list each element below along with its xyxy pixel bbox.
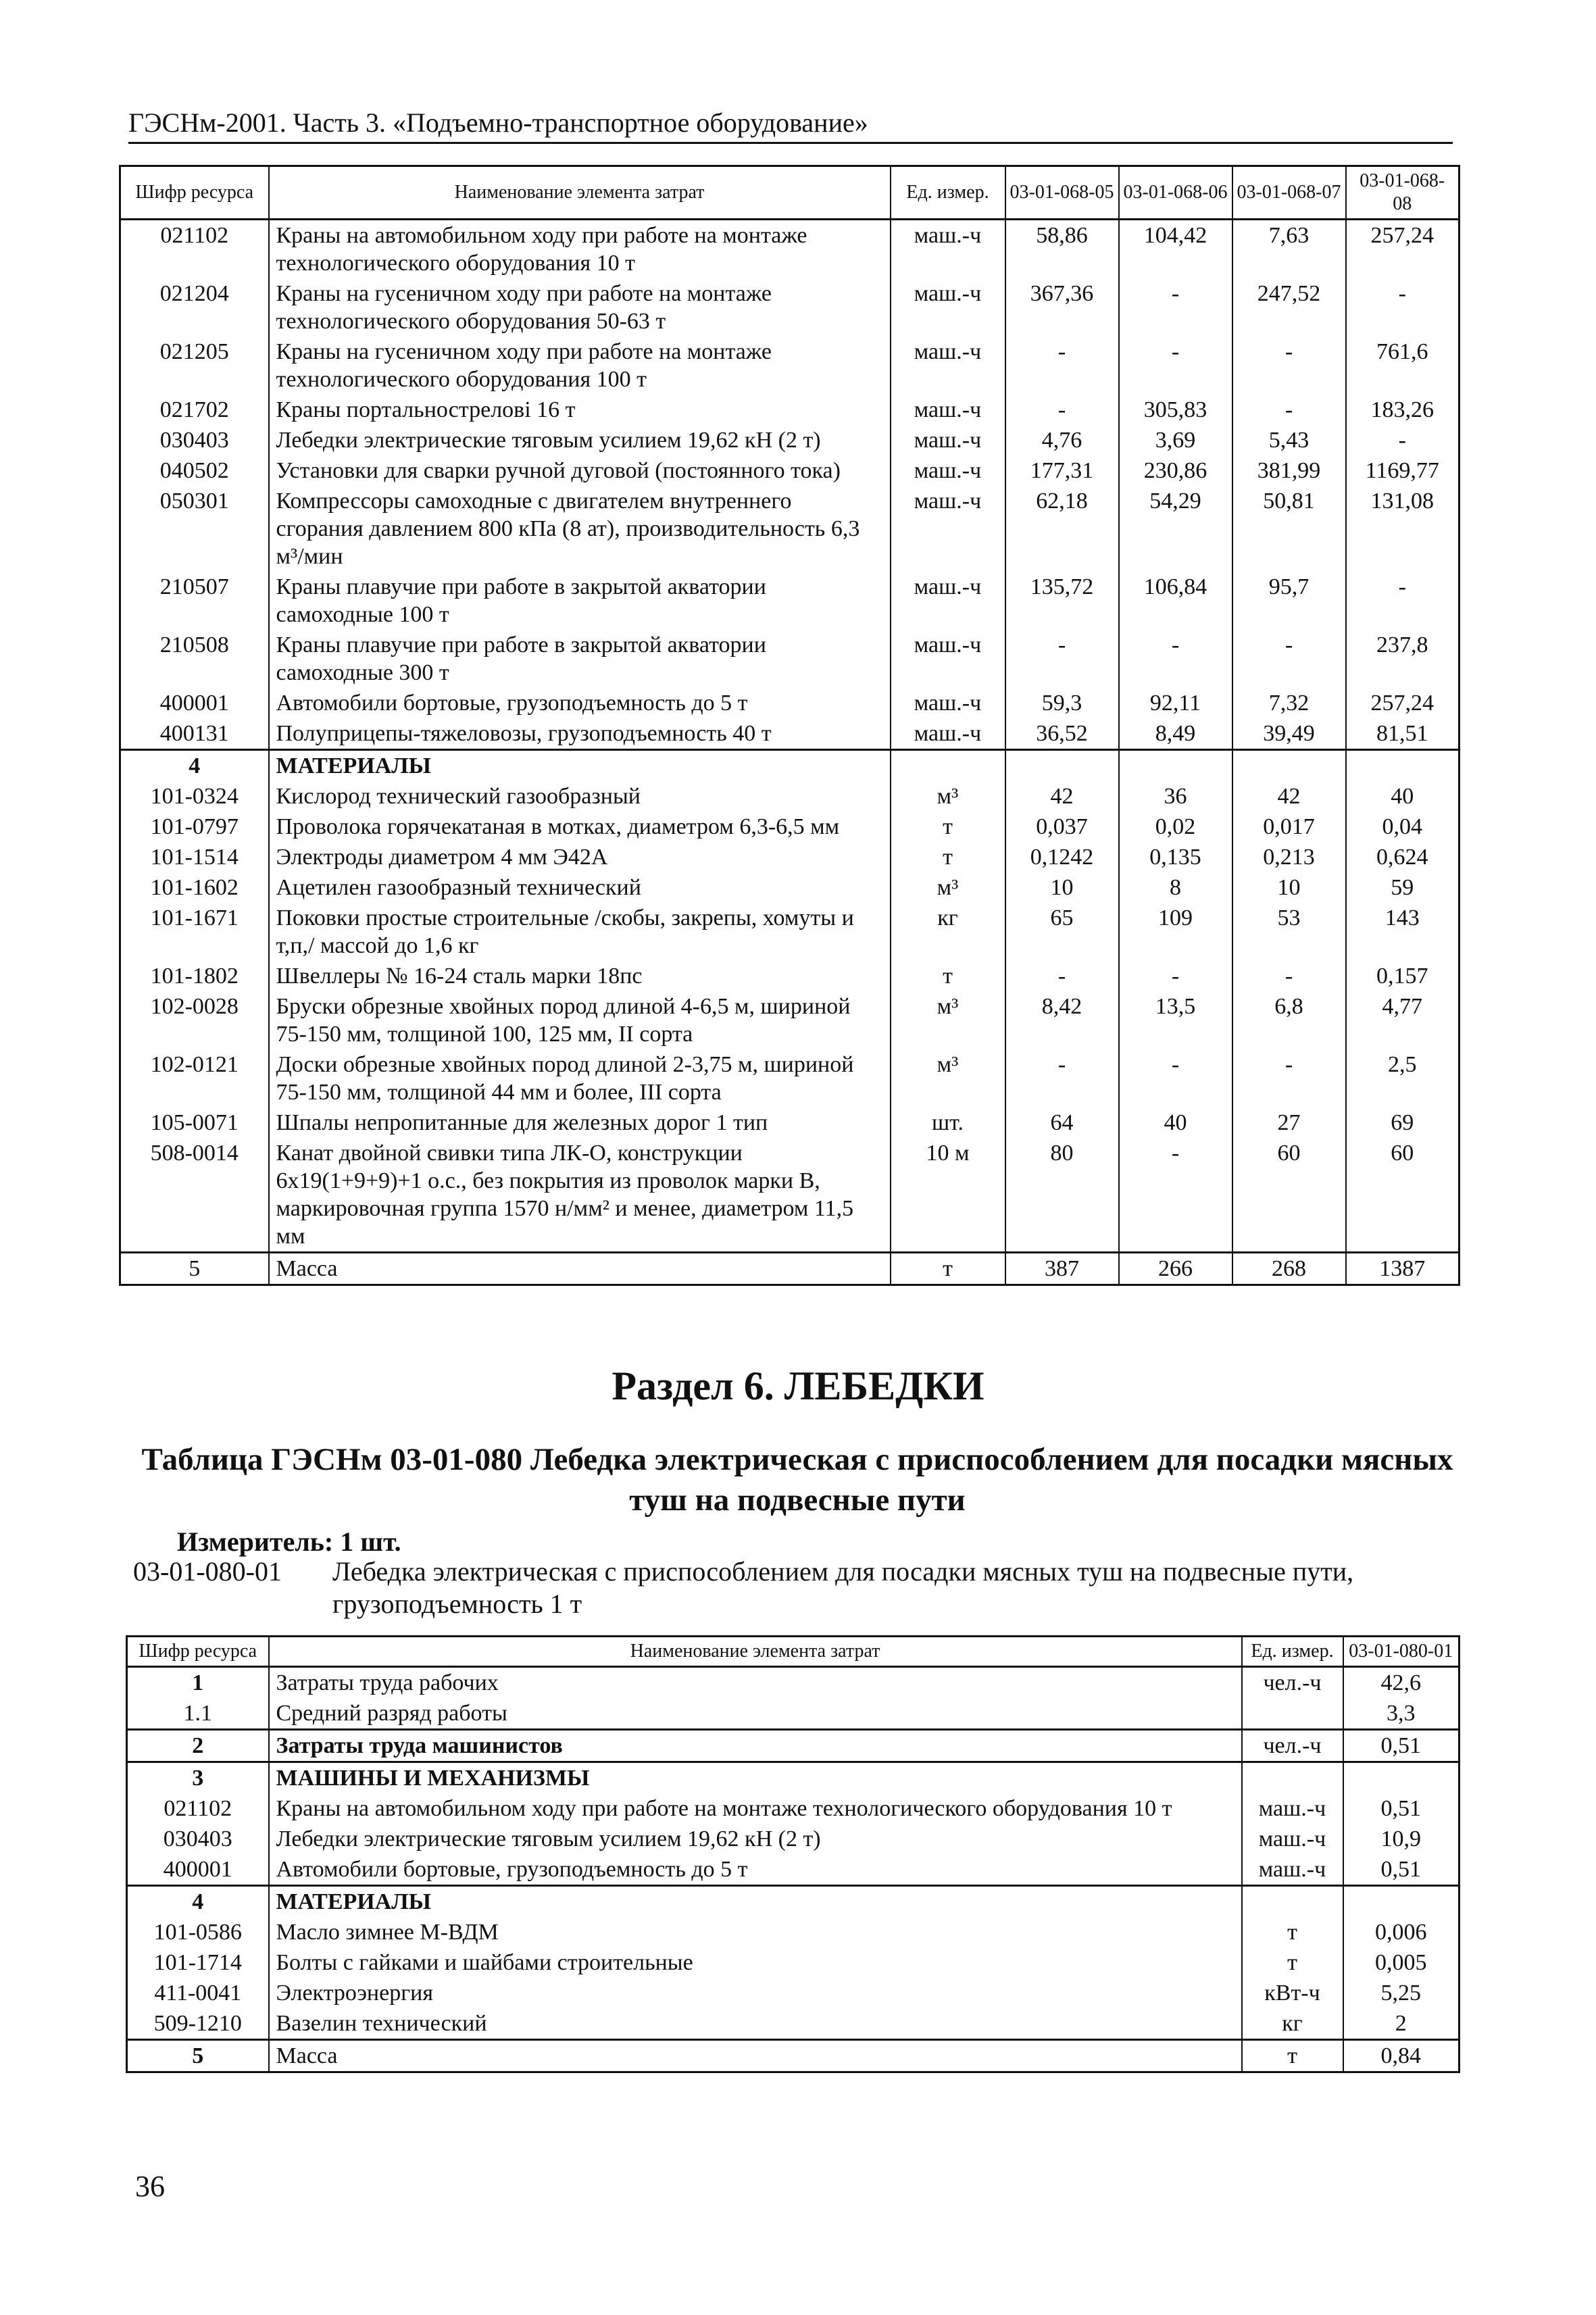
value-cell: 0,006 bbox=[1343, 1917, 1460, 1947]
resource-name-cell: Вазелин технический bbox=[269, 2008, 1242, 2040]
value-cell: - bbox=[1119, 1049, 1232, 1107]
table-row bbox=[127, 1667, 1460, 1699]
unit-cell: маш.-ч bbox=[891, 486, 1005, 572]
table-row bbox=[127, 1947, 1460, 1978]
column-header: 03-01-068-05 bbox=[1005, 166, 1119, 220]
value-cell: 266 bbox=[1119, 1253, 1232, 1285]
unit-cell: чел.-ч bbox=[1242, 1667, 1343, 1699]
value-cell: 143 bbox=[1346, 903, 1460, 961]
resource-code-cell: 2 bbox=[127, 1730, 269, 1762]
resource-code-cell: 102-0121 bbox=[120, 1049, 269, 1107]
table-row bbox=[127, 1917, 1460, 1947]
column-header: 03-01-068-06 bbox=[1119, 166, 1232, 220]
unit-cell: т bbox=[1242, 2040, 1343, 2072]
value-cell: 80 bbox=[1005, 1138, 1119, 1253]
resource-name-cell: Масло зимнее М-ВДМ bbox=[269, 1917, 1242, 1947]
table-header-row bbox=[127, 1637, 1460, 1667]
resource-code-cell: 4 bbox=[127, 1886, 269, 1918]
table-row bbox=[127, 1698, 1460, 1730]
resource-code-cell: 021102 bbox=[120, 220, 269, 279]
value-cell: 60 bbox=[1232, 1138, 1346, 1253]
value-cell: 3,3 bbox=[1343, 1698, 1460, 1730]
table-row bbox=[120, 812, 1460, 842]
value-cell: 0,51 bbox=[1343, 1793, 1460, 1824]
value-cell: 131,08 bbox=[1346, 486, 1460, 572]
value-cell: 1387 bbox=[1346, 1253, 1460, 1285]
resource-name-cell: Краны плавучие при работе в закрытой акватории самоходные 100 т bbox=[269, 572, 891, 630]
unit-cell: т bbox=[891, 812, 1005, 842]
table-row bbox=[127, 1978, 1460, 2008]
resource-code-cell: 021204 bbox=[120, 278, 269, 337]
resource-code-cell: 210508 bbox=[120, 630, 269, 688]
table-row bbox=[127, 1730, 1460, 1762]
resource-name-cell: Болты с гайками и шайбами строительные bbox=[269, 1947, 1242, 1978]
value-cell: 36 bbox=[1119, 781, 1232, 812]
resource-name-cell: Доски обрезные хвойных пород длиной 2-3,75 м, шириной 75-150 мм, толщиной 44 мм и более, III сорта bbox=[269, 1049, 891, 1107]
value-cell: - bbox=[1232, 630, 1346, 688]
unit-cell: маш.-ч bbox=[891, 278, 1005, 337]
value-cell bbox=[1343, 1762, 1460, 1794]
table-row bbox=[120, 395, 1460, 425]
value-cell: 50,81 bbox=[1232, 486, 1346, 572]
value-cell: 381,99 bbox=[1232, 455, 1346, 486]
value-cell: - bbox=[1005, 1049, 1119, 1107]
resource-name-cell: Бруски обрезные хвойных пород длиной 4-6,5 м, шириной 75-150 мм, толщиной 100, 125 мм, II сорта bbox=[269, 991, 891, 1049]
resource-name-cell: Проволока горячекатаная в мотках, диаметром 6,3-6,5 мм bbox=[269, 812, 891, 842]
resource-code-cell: 102-0028 bbox=[120, 991, 269, 1049]
resource-name-cell: Краны на автомобильном ходу при работе на монтаже технологического оборудования 10 т bbox=[269, 220, 891, 279]
value-cell: 0,213 bbox=[1232, 842, 1346, 872]
unit-cell: чел.-ч bbox=[1242, 1730, 1343, 1762]
resource-code-cell: 021702 bbox=[120, 395, 269, 425]
value-cell: 367,36 bbox=[1005, 278, 1119, 337]
value-cell bbox=[1005, 750, 1119, 782]
value-cell: 106,84 bbox=[1119, 572, 1232, 630]
resource-name-cell: Затраты труда рабочих bbox=[269, 1667, 1242, 1699]
unit-cell: м³ bbox=[891, 991, 1005, 1049]
value-cell: 761,6 bbox=[1346, 337, 1460, 395]
value-cell: 39,49 bbox=[1232, 718, 1346, 750]
resource-code-cell: 030403 bbox=[127, 1824, 269, 1854]
value-cell: 2,5 bbox=[1346, 1049, 1460, 1107]
resource-code-cell: 101-0324 bbox=[120, 781, 269, 812]
value-cell: 7,63 bbox=[1232, 220, 1346, 279]
column-header: Ед. измер. bbox=[1242, 1637, 1343, 1667]
value-cell: - bbox=[1005, 337, 1119, 395]
unit-cell: м³ bbox=[891, 1049, 1005, 1107]
resource-code-cell: 030403 bbox=[120, 425, 269, 455]
page-number: 36 bbox=[135, 2170, 165, 2203]
table-row bbox=[120, 337, 1460, 395]
value-cell: 1169,77 bbox=[1346, 455, 1460, 486]
column-header: Шифр ресурса bbox=[120, 166, 269, 220]
value-cell: - bbox=[1119, 630, 1232, 688]
unit-cell: маш.-ч bbox=[891, 220, 1005, 279]
resource-code-cell: 4 bbox=[120, 750, 269, 782]
value-cell: 4,77 bbox=[1346, 991, 1460, 1049]
resource-name-cell: Лебедки электрические тяговым усилием 19,62 кН (2 т) bbox=[269, 1824, 1242, 1854]
value-cell: 60 bbox=[1346, 1138, 1460, 1253]
resource-code-cell: 5 bbox=[127, 2040, 269, 2072]
section-row bbox=[120, 750, 1460, 782]
value-cell: 6,8 bbox=[1232, 991, 1346, 1049]
unit-cell: маш.-ч bbox=[891, 630, 1005, 688]
value-cell: 2 bbox=[1343, 2008, 1460, 2040]
table-row bbox=[120, 1049, 1460, 1107]
unit-cell: маш.-ч bbox=[891, 688, 1005, 718]
value-cell: 40 bbox=[1119, 1107, 1232, 1138]
table-row bbox=[120, 688, 1460, 718]
table-row bbox=[120, 1138, 1460, 1253]
value-cell: 8,42 bbox=[1005, 991, 1119, 1049]
value-cell: 58,86 bbox=[1005, 220, 1119, 279]
value-cell: 177,31 bbox=[1005, 455, 1119, 486]
resource-code-cell: 021102 bbox=[127, 1793, 269, 1824]
value-cell: - bbox=[1232, 337, 1346, 395]
value-cell: 109 bbox=[1119, 903, 1232, 961]
resource-code-cell: 1 bbox=[127, 1667, 269, 1699]
value-cell: 183,26 bbox=[1346, 395, 1460, 425]
resource-code-cell: 210507 bbox=[120, 572, 269, 630]
table-row bbox=[120, 1107, 1460, 1138]
value-cell: 92,11 bbox=[1119, 688, 1232, 718]
column-header: 03-01-068-08 bbox=[1346, 166, 1460, 220]
value-cell: - bbox=[1232, 961, 1346, 991]
resource-name-cell: Установки для сварки ручной дуговой (постоянного тока) bbox=[269, 455, 891, 486]
value-cell: 0,037 bbox=[1005, 812, 1119, 842]
value-cell: 5,43 bbox=[1232, 425, 1346, 455]
value-cell: 8,49 bbox=[1119, 718, 1232, 750]
unit-cell: кВт-ч bbox=[1242, 1978, 1343, 2008]
unit-cell: т bbox=[891, 842, 1005, 872]
resource-name-cell: Краны на гусеничном ходу при работе на монтаже технологического оборудования 50-63 т bbox=[269, 278, 891, 337]
value-cell: - bbox=[1346, 572, 1460, 630]
value-cell bbox=[1119, 750, 1232, 782]
table-title: Таблица ГЭСНм 03-01-080 Лебедка электрическая с приспособлением для посадки мясных туш на подвесные пути bbox=[141, 1442, 1453, 1518]
value-cell: 257,24 bbox=[1346, 688, 1460, 718]
resource-name-cell: Кислород технический газообразный bbox=[269, 781, 891, 812]
table-row bbox=[127, 2040, 1460, 2072]
value-cell: 387 bbox=[1005, 1253, 1119, 1285]
table-row bbox=[120, 781, 1460, 812]
resource-code-cell: 3 bbox=[127, 1762, 269, 1794]
table-row bbox=[120, 220, 1460, 279]
value-cell: 42 bbox=[1232, 781, 1346, 812]
resource-name-cell: Ацетилен газообразный технический bbox=[269, 872, 891, 903]
value-cell: - bbox=[1119, 278, 1232, 337]
value-cell: 64 bbox=[1005, 1107, 1119, 1138]
resource-name-cell: Масса bbox=[269, 2040, 1242, 2072]
resource-name-cell: Краны на гусеничном ходу при работе на монтаже технологического оборудования 100 т bbox=[269, 337, 891, 395]
table-row bbox=[120, 961, 1460, 991]
value-cell: - bbox=[1232, 395, 1346, 425]
column-header: Шифр ресурса bbox=[127, 1637, 269, 1667]
value-cell: 0,624 bbox=[1346, 842, 1460, 872]
resource-name-cell: Электроды диаметром 4 мм Э42А bbox=[269, 842, 891, 872]
value-cell: - bbox=[1005, 961, 1119, 991]
resource-name-cell: Лебедки электрические тяговым усилием 19,62 кН (2 т) bbox=[269, 425, 891, 455]
value-cell bbox=[1346, 750, 1460, 782]
unit-cell: маш.-ч bbox=[1242, 1793, 1343, 1824]
value-cell: 95,7 bbox=[1232, 572, 1346, 630]
unit-cell: маш.-ч bbox=[891, 425, 1005, 455]
value-cell: 3,69 bbox=[1119, 425, 1232, 455]
value-cell: - bbox=[1119, 961, 1232, 991]
resource-name-cell: Электроэнергия bbox=[269, 1978, 1242, 2008]
resource-name-cell: Затраты труда машинистов bbox=[269, 1730, 1242, 1762]
resource-code-cell: 400131 bbox=[120, 718, 269, 750]
unit-cell: маш.-ч bbox=[891, 337, 1005, 395]
unit-cell bbox=[891, 750, 1005, 782]
resource-name-cell: МАТЕРИАЛЫ bbox=[269, 1886, 1242, 1918]
unit-cell: кг bbox=[1242, 2008, 1343, 2040]
resource-table-080 bbox=[126, 1635, 1460, 2073]
value-cell: - bbox=[1005, 630, 1119, 688]
unit-cell: м³ bbox=[891, 781, 1005, 812]
table-row bbox=[120, 278, 1460, 337]
unit-cell: маш.-ч bbox=[891, 395, 1005, 425]
unit-cell bbox=[1242, 1762, 1343, 1794]
resource-code-cell: 101-1671 bbox=[120, 903, 269, 961]
table-row bbox=[127, 1793, 1460, 1824]
value-cell: 0,84 bbox=[1343, 2040, 1460, 2072]
unit-cell bbox=[1242, 1698, 1343, 1730]
resource-name-cell: Краны плавучие при работе в закрытой акватории самоходные 300 т bbox=[269, 630, 891, 688]
value-cell: 0,51 bbox=[1343, 1730, 1460, 1762]
resource-code-cell: 105-0071 bbox=[120, 1107, 269, 1138]
unit-cell: т bbox=[1242, 1947, 1343, 1978]
resource-code-cell: 101-1802 bbox=[120, 961, 269, 991]
value-cell: 54,29 bbox=[1119, 486, 1232, 572]
value-cell: 0,135 bbox=[1119, 842, 1232, 872]
running-header: ГЭСНм-2001. Часть 3. «Подъемно-транспортное оборудование» bbox=[128, 107, 1453, 144]
value-cell: 62,18 bbox=[1005, 486, 1119, 572]
table-row bbox=[120, 1253, 1460, 1285]
value-cell: 8 bbox=[1119, 872, 1232, 903]
value-cell: 42 bbox=[1005, 781, 1119, 812]
table-row bbox=[120, 572, 1460, 630]
norm-description: Лебедка электрическая с приспособлением для посадки мясных туш на подвесные пути, грузоподъемность 1 т bbox=[332, 1556, 1354, 1619]
column-header: 03-01-068-07 bbox=[1232, 166, 1346, 220]
resource-name-cell: Швеллеры № 16-24 сталь марки 18пс bbox=[269, 961, 891, 991]
table-row bbox=[127, 1854, 1460, 1886]
resource-code-cell: 101-1514 bbox=[120, 842, 269, 872]
value-cell: 0,005 bbox=[1343, 1947, 1460, 1978]
value-cell: 81,51 bbox=[1346, 718, 1460, 750]
column-header: Наименование элемента затрат bbox=[269, 166, 891, 220]
table-row bbox=[120, 991, 1460, 1049]
value-cell: 0,1242 bbox=[1005, 842, 1119, 872]
value-cell bbox=[1343, 1886, 1460, 1918]
table-row bbox=[120, 872, 1460, 903]
resource-name-cell: Шпалы непропитанные для железных дорог 1 тип bbox=[269, 1107, 891, 1138]
resource-code-cell: 400001 bbox=[120, 688, 269, 718]
table-row bbox=[127, 1824, 1460, 1854]
value-cell: - bbox=[1346, 425, 1460, 455]
resource-code-cell: 400001 bbox=[127, 1854, 269, 1886]
value-cell: 59 bbox=[1346, 872, 1460, 903]
value-cell: 7,32 bbox=[1232, 688, 1346, 718]
resource-code-cell: 101-1602 bbox=[120, 872, 269, 903]
resource-name-cell: Краны на автомобильном ходу при работе на монтаже технологического оборудования 10 т bbox=[269, 1793, 1242, 1824]
value-cell: 268 bbox=[1232, 1253, 1346, 1285]
section-title: Раздел 6. ЛЕБЕДКИ bbox=[612, 1364, 984, 1408]
resource-code-cell: 101-0586 bbox=[127, 1917, 269, 1947]
table-row bbox=[120, 842, 1460, 872]
section-row bbox=[127, 1886, 1460, 1918]
value-cell: 40 bbox=[1346, 781, 1460, 812]
resource-name-cell: МАШИНЫ И МЕХАНИЗМЫ bbox=[269, 1762, 1242, 1794]
unit-cell: т bbox=[891, 961, 1005, 991]
unit-cell: маш.-ч bbox=[1242, 1824, 1343, 1854]
value-cell: 305,83 bbox=[1119, 395, 1232, 425]
value-cell: 247,52 bbox=[1232, 278, 1346, 337]
unit-cell: маш.-ч bbox=[891, 572, 1005, 630]
value-cell bbox=[1232, 750, 1346, 782]
resource-name-cell: Полуприцепы-тяжеловозы, грузоподъемность 40 т bbox=[269, 718, 891, 750]
value-cell: 4,76 bbox=[1005, 425, 1119, 455]
value-cell: 0,017 bbox=[1232, 812, 1346, 842]
value-cell: - bbox=[1232, 1049, 1346, 1107]
value-cell: 10 bbox=[1005, 872, 1119, 903]
unit-cell: маш.-ч bbox=[891, 718, 1005, 750]
value-cell: - bbox=[1346, 278, 1460, 337]
table-row bbox=[120, 903, 1460, 961]
section-row bbox=[127, 1762, 1460, 1794]
unit-cell: маш.-ч bbox=[891, 455, 1005, 486]
unit-cell: маш.-ч bbox=[1242, 1854, 1343, 1886]
norm-code: 03-01-080-01 bbox=[133, 1556, 282, 1587]
column-header: 03-01-080-01 bbox=[1343, 1637, 1460, 1667]
column-header: Ед. измер. bbox=[891, 166, 1005, 220]
resource-code-cell: 040502 bbox=[120, 455, 269, 486]
resource-code-cell: 508-0014 bbox=[120, 1138, 269, 1253]
value-cell: 104,42 bbox=[1119, 220, 1232, 279]
value-cell: 36,52 bbox=[1005, 718, 1119, 750]
resource-name-cell: Масса bbox=[269, 1253, 891, 1285]
resource-name-cell: МАТЕРИАЛЫ bbox=[269, 750, 891, 782]
value-cell: 65 bbox=[1005, 903, 1119, 961]
resource-name-cell: Компрессоры самоходные с двигателем внутреннего сгорания давлением 800 кПа (8 ат), производительность 6,3 м³/мин bbox=[269, 486, 891, 572]
resource-name-cell: Автомобили бортовые, грузоподъемность до 5 т bbox=[269, 1854, 1242, 1886]
resource-code-cell: 411-0041 bbox=[127, 1978, 269, 2008]
resource-code-cell: 509-1210 bbox=[127, 2008, 269, 2040]
value-cell: 27 bbox=[1232, 1107, 1346, 1138]
value-cell: - bbox=[1119, 1138, 1232, 1253]
meter-label: Измеритель: 1 шт. bbox=[177, 1526, 401, 1557]
value-cell: - bbox=[1119, 337, 1232, 395]
value-cell: - bbox=[1005, 395, 1119, 425]
unit-cell: кг bbox=[891, 903, 1005, 961]
resource-code-cell: 050301 bbox=[120, 486, 269, 572]
unit-cell: шт. bbox=[891, 1107, 1005, 1138]
resource-code-cell: 101-0797 bbox=[120, 812, 269, 842]
value-cell: 13,5 bbox=[1119, 991, 1232, 1049]
value-cell: 53 bbox=[1232, 903, 1346, 961]
resource-code-cell: 1.1 bbox=[127, 1698, 269, 1730]
value-cell: 230,86 bbox=[1119, 455, 1232, 486]
table-row bbox=[120, 718, 1460, 750]
value-cell: 10,9 bbox=[1343, 1824, 1460, 1854]
unit-cell: м³ bbox=[891, 872, 1005, 903]
resource-code-cell: 5 bbox=[120, 1253, 269, 1285]
value-cell: 237,8 bbox=[1346, 630, 1460, 688]
resource-code-cell: 021205 bbox=[120, 337, 269, 395]
table-header-row bbox=[120, 166, 1460, 220]
table-row bbox=[120, 425, 1460, 455]
column-header: Наименование элемента затрат bbox=[269, 1637, 1242, 1667]
value-cell: 10 bbox=[1232, 872, 1346, 903]
value-cell: 0,04 bbox=[1346, 812, 1460, 842]
resource-name-cell: Краны портальнострелові 16 т bbox=[269, 395, 891, 425]
value-cell: 42,6 bbox=[1343, 1667, 1460, 1699]
resource-name-cell: Средний разряд работы bbox=[269, 1698, 1242, 1730]
resource-name-cell: Поковки простые строительные /скобы, закрепы, хомуты и т,п,/ массой до 1,6 кг bbox=[269, 903, 891, 961]
table-row bbox=[120, 630, 1460, 688]
table-row bbox=[127, 2008, 1460, 2040]
unit-cell bbox=[1242, 1886, 1343, 1918]
resource-code-cell: 101-1714 bbox=[127, 1947, 269, 1978]
value-cell: 257,24 bbox=[1346, 220, 1460, 279]
resource-name-cell: Канат двойной свивки типа ЛК-О, конструкции 6х19(1+9+9)+1 о.с., без покрытия из проволок марки В, маркировочная группа 1570 н/мм² и менее, диаметром 11,5 мм bbox=[269, 1138, 891, 1253]
table-row bbox=[120, 455, 1460, 486]
resource-name-cell: Автомобили бортовые, грузоподъемность до 5 т bbox=[269, 688, 891, 718]
value-cell: 59,3 bbox=[1005, 688, 1119, 718]
table-row bbox=[120, 486, 1460, 572]
resource-table-068 bbox=[119, 165, 1460, 1286]
value-cell: 135,72 bbox=[1005, 572, 1119, 630]
unit-cell: т bbox=[1242, 1917, 1343, 1947]
unit-cell: 10 м bbox=[891, 1138, 1005, 1253]
value-cell: 5,25 bbox=[1343, 1978, 1460, 2008]
value-cell: 0,157 bbox=[1346, 961, 1460, 991]
value-cell: 0,51 bbox=[1343, 1854, 1460, 1886]
unit-cell: т bbox=[891, 1253, 1005, 1285]
value-cell: 69 bbox=[1346, 1107, 1460, 1138]
value-cell: 0,02 bbox=[1119, 812, 1232, 842]
